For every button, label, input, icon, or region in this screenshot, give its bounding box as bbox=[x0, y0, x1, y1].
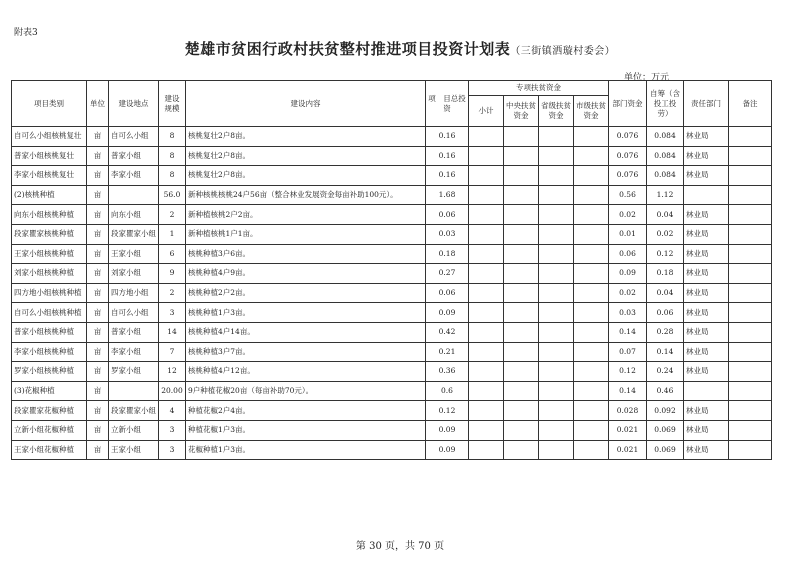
cell-dept: 0.02 bbox=[609, 205, 647, 225]
cell-unit: 亩 bbox=[87, 264, 109, 284]
cell-location: 李家小组 bbox=[109, 342, 159, 362]
cell-dept: 0.021 bbox=[609, 420, 647, 440]
cell-scale: 7 bbox=[159, 342, 186, 362]
cell-self: 0.069 bbox=[647, 440, 684, 460]
cell-category: 段家瞿家核桃种植 bbox=[12, 224, 87, 244]
cell-municipal bbox=[574, 420, 609, 440]
cell-location: 向东小组 bbox=[109, 205, 159, 225]
cell-central bbox=[504, 303, 539, 323]
cell-scale: 2 bbox=[159, 283, 186, 303]
cell-content: 种植花椒2户4亩。 bbox=[186, 401, 426, 421]
cell-self: 0.18 bbox=[647, 264, 684, 284]
header-provincial: 省级扶贫资金 bbox=[539, 96, 574, 127]
cell-central bbox=[504, 264, 539, 284]
table-row bbox=[12, 127, 772, 147]
cell-provincial bbox=[539, 362, 574, 382]
cell-dept: 0.03 bbox=[609, 303, 647, 323]
header-category: 项目类别 bbox=[12, 81, 87, 127]
cell-scale: 4 bbox=[159, 401, 186, 421]
cell-municipal bbox=[574, 283, 609, 303]
annex-label: 附表3 bbox=[14, 28, 38, 38]
cell-unit: 亩 bbox=[87, 166, 109, 186]
cell-remark bbox=[729, 303, 772, 323]
cell-location: 罗家小组 bbox=[109, 362, 159, 382]
cell-total: 0.06 bbox=[426, 205, 469, 225]
cell-self: 0.46 bbox=[647, 381, 684, 401]
table-row bbox=[12, 440, 772, 460]
cell-municipal bbox=[574, 244, 609, 264]
cell-municipal bbox=[574, 342, 609, 362]
cell-dept: 0.07 bbox=[609, 342, 647, 362]
cell-total: 0.06 bbox=[426, 283, 469, 303]
investment-plan-table bbox=[11, 80, 772, 460]
cell-content: 9户种植花椒20亩（每亩补助70元）。 bbox=[186, 381, 426, 401]
cell-municipal bbox=[574, 322, 609, 342]
cell-content: 新种植核桃1户1亩。 bbox=[186, 224, 426, 244]
cell-unit: 亩 bbox=[87, 244, 109, 264]
cell-scale: 9 bbox=[159, 264, 186, 284]
cell-unit: 亩 bbox=[87, 440, 109, 460]
cell-location: 立新小组 bbox=[109, 420, 159, 440]
cell-resp: 林业局 bbox=[684, 146, 729, 166]
cell-category: 向东小组核桃种植 bbox=[12, 205, 87, 225]
table-row bbox=[12, 420, 772, 440]
cell-municipal bbox=[574, 264, 609, 284]
cell-dept: 0.09 bbox=[609, 264, 647, 284]
cell-dept: 0.14 bbox=[609, 381, 647, 401]
page-title bbox=[0, 38, 800, 59]
page-footer: 第 30 页，共 70 页 bbox=[355, 541, 445, 552]
cell-central bbox=[504, 342, 539, 362]
cell-category: 李家小组核桃种植 bbox=[12, 342, 87, 362]
cell-dept: 0.12 bbox=[609, 362, 647, 382]
cell-self: 0.092 bbox=[647, 401, 684, 421]
cell-self: 0.04 bbox=[647, 205, 684, 225]
cell-resp: 林业局 bbox=[684, 362, 729, 382]
cell-provincial bbox=[539, 322, 574, 342]
table-row bbox=[12, 322, 772, 342]
cell-subtotal bbox=[469, 322, 504, 342]
cell-municipal bbox=[574, 205, 609, 225]
cell-unit: 亩 bbox=[87, 362, 109, 382]
cell-provincial bbox=[539, 303, 574, 323]
cell-subtotal bbox=[469, 381, 504, 401]
cell-dept: 0.02 bbox=[609, 283, 647, 303]
cell-content: 新种核桃核桃24户56亩（整合林业发展资金每亩补助100元）。 bbox=[186, 185, 426, 205]
cell-resp: 林业局 bbox=[684, 401, 729, 421]
cell-provincial bbox=[539, 244, 574, 264]
cell-unit: 亩 bbox=[87, 381, 109, 401]
cell-total: 0.12 bbox=[426, 401, 469, 421]
cell-subtotal bbox=[469, 205, 504, 225]
cell-scale: 56.0 bbox=[159, 185, 186, 205]
cell-municipal bbox=[574, 185, 609, 205]
cell-total: 0.27 bbox=[426, 264, 469, 284]
header-remark: 备注 bbox=[729, 81, 772, 127]
cell-remark bbox=[729, 401, 772, 421]
cell-scale: 3 bbox=[159, 303, 186, 323]
cell-remark bbox=[729, 440, 772, 460]
header-municipal: 市级扶贫资金 bbox=[574, 96, 609, 127]
header-scale: 建设规模 bbox=[159, 81, 186, 127]
cell-subtotal bbox=[469, 166, 504, 186]
cell-dept: 0.01 bbox=[609, 224, 647, 244]
cell-resp: 林业局 bbox=[684, 224, 729, 244]
table-row bbox=[12, 185, 772, 205]
cell-unit: 亩 bbox=[87, 342, 109, 362]
cell-resp: 林业局 bbox=[684, 322, 729, 342]
cell-self: 0.28 bbox=[647, 322, 684, 342]
cell-subtotal bbox=[469, 264, 504, 284]
cell-subtotal bbox=[469, 185, 504, 205]
title-text: 楚雄市贫困行政村扶贫整村推进项目投资计划表 bbox=[184, 40, 511, 58]
cell-provincial bbox=[539, 205, 574, 225]
cell-municipal bbox=[574, 303, 609, 323]
cell-resp: 林业局 bbox=[684, 303, 729, 323]
cell-category: 李家小组核桃复壮 bbox=[12, 166, 87, 186]
cell-central bbox=[504, 381, 539, 401]
cell-content: 核桃复壮2户8亩。 bbox=[186, 146, 426, 166]
cell-central bbox=[504, 224, 539, 244]
table-row bbox=[12, 381, 772, 401]
cell-dept: 0.021 bbox=[609, 440, 647, 460]
table-row bbox=[12, 146, 772, 166]
table-row bbox=[12, 303, 772, 323]
header-subtotal: 小计 bbox=[469, 96, 504, 127]
cell-resp bbox=[684, 185, 729, 205]
cell-remark bbox=[729, 205, 772, 225]
cell-self: 0.24 bbox=[647, 362, 684, 382]
cell-content: 核桃种植2户2亩。 bbox=[186, 283, 426, 303]
cell-location: 李家小组 bbox=[109, 166, 159, 186]
cell-remark bbox=[729, 322, 772, 342]
cell-location: 自可么小组 bbox=[109, 127, 159, 147]
cell-dept: 0.028 bbox=[609, 401, 647, 421]
cell-scale: 3 bbox=[159, 440, 186, 460]
cell-total: 0.18 bbox=[426, 244, 469, 264]
cell-self: 1.12 bbox=[647, 185, 684, 205]
cell-central bbox=[504, 127, 539, 147]
cell-scale: 3 bbox=[159, 420, 186, 440]
cell-content: 核桃种植4户9亩。 bbox=[186, 264, 426, 284]
cell-municipal bbox=[574, 362, 609, 382]
cell-category: 立新小组花椒种植 bbox=[12, 420, 87, 440]
cell-dept: 0.076 bbox=[609, 166, 647, 186]
cell-resp: 林业局 bbox=[684, 420, 729, 440]
cell-subtotal bbox=[469, 342, 504, 362]
header-central: 中央扶贫资金 bbox=[504, 96, 539, 127]
cell-remark bbox=[729, 420, 772, 440]
cell-location: 王家小组 bbox=[109, 440, 159, 460]
cell-resp: 林业局 bbox=[684, 205, 729, 225]
cell-self: 0.084 bbox=[647, 166, 684, 186]
cell-remark bbox=[729, 146, 772, 166]
header-dept: 部门资金 bbox=[609, 81, 647, 127]
cell-remark bbox=[729, 244, 772, 264]
cell-total: 0.09 bbox=[426, 440, 469, 460]
cell-remark bbox=[729, 381, 772, 401]
cell-location: 普家小组 bbox=[109, 146, 159, 166]
cell-provincial bbox=[539, 166, 574, 186]
cell-municipal bbox=[574, 146, 609, 166]
cell-provincial bbox=[539, 127, 574, 147]
cell-provincial bbox=[539, 342, 574, 362]
cell-unit: 亩 bbox=[87, 303, 109, 323]
cell-self: 0.04 bbox=[647, 283, 684, 303]
cell-location: 段家瞿家小组 bbox=[109, 401, 159, 421]
cell-total: 0.42 bbox=[426, 322, 469, 342]
cell-content: 种植花椒1户3亩。 bbox=[186, 420, 426, 440]
cell-total: 0.03 bbox=[426, 224, 469, 244]
cell-location: 普家小组 bbox=[109, 322, 159, 342]
header-resp: 责任部门 bbox=[684, 81, 729, 127]
cell-category: 段家瞿家花椒种植 bbox=[12, 401, 87, 421]
cell-self: 0.14 bbox=[647, 342, 684, 362]
header-self: 自筹（含投工投劳） bbox=[647, 81, 684, 127]
cell-remark bbox=[729, 224, 772, 244]
cell-total: 0.16 bbox=[426, 146, 469, 166]
cell-self: 0.02 bbox=[647, 224, 684, 244]
table-row bbox=[12, 166, 772, 186]
cell-central bbox=[504, 283, 539, 303]
cell-category: (3)花椒种植 bbox=[12, 381, 87, 401]
cell-scale: 8 bbox=[159, 146, 186, 166]
cell-resp: 林业局 bbox=[684, 127, 729, 147]
cell-resp: 林业局 bbox=[684, 342, 729, 362]
cell-scale: 20.00 bbox=[159, 381, 186, 401]
cell-central bbox=[504, 205, 539, 225]
cell-resp bbox=[684, 381, 729, 401]
cell-central bbox=[504, 440, 539, 460]
cell-central bbox=[504, 420, 539, 440]
cell-self: 0.084 bbox=[647, 127, 684, 147]
cell-provincial bbox=[539, 146, 574, 166]
cell-provincial bbox=[539, 381, 574, 401]
cell-central bbox=[504, 146, 539, 166]
cell-category: 刘家小组核桃种植 bbox=[12, 264, 87, 284]
table-row bbox=[12, 401, 772, 421]
cell-resp: 林业局 bbox=[684, 166, 729, 186]
cell-self: 0.084 bbox=[647, 146, 684, 166]
header-content: 建设内容 bbox=[186, 81, 426, 127]
cell-subtotal bbox=[469, 440, 504, 460]
cell-unit: 亩 bbox=[87, 283, 109, 303]
cell-category: 四方地小组核桃种植 bbox=[12, 283, 87, 303]
header-special-fund: 专项扶贫资金 bbox=[469, 81, 609, 96]
cell-category: 自可么小组核桃复壮 bbox=[12, 127, 87, 147]
cell-provincial bbox=[539, 185, 574, 205]
cell-content: 核桃种植3户6亩。 bbox=[186, 244, 426, 264]
cell-category: (2)核桃种植 bbox=[12, 185, 87, 205]
cell-content: 核桃种植3户7亩。 bbox=[186, 342, 426, 362]
header-unit: 单位 bbox=[87, 81, 109, 127]
cell-central bbox=[504, 244, 539, 264]
unit-label: 单位：万元 bbox=[624, 73, 670, 83]
table-row bbox=[12, 205, 772, 225]
cell-unit: 亩 bbox=[87, 224, 109, 244]
cell-unit: 亩 bbox=[87, 401, 109, 421]
cell-provincial bbox=[539, 401, 574, 421]
cell-self: 0.069 bbox=[647, 420, 684, 440]
cell-scale: 8 bbox=[159, 166, 186, 186]
cell-category: 王家小组核桃种植 bbox=[12, 244, 87, 264]
cell-total: 0.09 bbox=[426, 420, 469, 440]
cell-location bbox=[109, 381, 159, 401]
cell-subtotal bbox=[469, 283, 504, 303]
cell-total: 1.68 bbox=[426, 185, 469, 205]
cell-central bbox=[504, 322, 539, 342]
cell-municipal bbox=[574, 401, 609, 421]
cell-municipal bbox=[574, 127, 609, 147]
cell-central bbox=[504, 362, 539, 382]
cell-content: 新种植核桃2户2亩。 bbox=[186, 205, 426, 225]
cell-unit: 亩 bbox=[87, 205, 109, 225]
header-row-1 bbox=[12, 81, 772, 96]
cell-scale: 6 bbox=[159, 244, 186, 264]
cell-resp: 林业局 bbox=[684, 244, 729, 264]
cell-dept: 0.06 bbox=[609, 244, 647, 264]
cell-unit: 亩 bbox=[87, 146, 109, 166]
cell-remark bbox=[729, 264, 772, 284]
cell-location bbox=[109, 185, 159, 205]
cell-content: 核桃种植4户12亩。 bbox=[186, 362, 426, 382]
cell-resp: 林业局 bbox=[684, 440, 729, 460]
header-total: 项 目总投资 bbox=[426, 81, 469, 127]
cell-resp: 林业局 bbox=[684, 283, 729, 303]
cell-subtotal bbox=[469, 244, 504, 264]
table-row bbox=[12, 362, 772, 382]
cell-total: 0.09 bbox=[426, 303, 469, 323]
cell-remark bbox=[729, 185, 772, 205]
cell-location: 王家小组 bbox=[109, 244, 159, 264]
cell-dept: 0.076 bbox=[609, 127, 647, 147]
cell-subtotal bbox=[469, 127, 504, 147]
table-body bbox=[12, 127, 772, 460]
cell-category: 罗家小组核桃种植 bbox=[12, 362, 87, 382]
cell-central bbox=[504, 185, 539, 205]
cell-location: 段家瞿家小组 bbox=[109, 224, 159, 244]
cell-remark bbox=[729, 362, 772, 382]
cell-remark bbox=[729, 342, 772, 362]
cell-remark bbox=[729, 283, 772, 303]
cell-subtotal bbox=[469, 362, 504, 382]
cell-scale: 12 bbox=[159, 362, 186, 382]
cell-central bbox=[504, 401, 539, 421]
table-row bbox=[12, 342, 772, 362]
cell-total: 0.16 bbox=[426, 127, 469, 147]
cell-scale: 14 bbox=[159, 322, 186, 342]
cell-municipal bbox=[574, 381, 609, 401]
cell-content: 核桃种植4户14亩。 bbox=[186, 322, 426, 342]
table-row bbox=[12, 224, 772, 244]
cell-content: 核桃种植1户3亩。 bbox=[186, 303, 426, 323]
cell-content: 核桃复壮2户8亩。 bbox=[186, 127, 426, 147]
cell-category: 自可么小组核桃种植 bbox=[12, 303, 87, 323]
cell-total: 0.21 bbox=[426, 342, 469, 362]
cell-dept: 0.076 bbox=[609, 146, 647, 166]
cell-self: 0.12 bbox=[647, 244, 684, 264]
cell-total: 0.36 bbox=[426, 362, 469, 382]
cell-content: 花椒种植1户3亩。 bbox=[186, 440, 426, 460]
cell-subtotal bbox=[469, 146, 504, 166]
cell-provincial bbox=[539, 283, 574, 303]
cell-provincial bbox=[539, 264, 574, 284]
cell-category: 王家小组花椒种植 bbox=[12, 440, 87, 460]
cell-municipal bbox=[574, 440, 609, 460]
table-row bbox=[12, 264, 772, 284]
cell-municipal bbox=[574, 166, 609, 186]
cell-subtotal bbox=[469, 303, 504, 323]
cell-subtotal bbox=[469, 224, 504, 244]
cell-unit: 亩 bbox=[87, 420, 109, 440]
cell-scale: 2 bbox=[159, 205, 186, 225]
cell-unit: 亩 bbox=[87, 127, 109, 147]
cell-remark bbox=[729, 127, 772, 147]
header-location: 建设地点 bbox=[109, 81, 159, 127]
cell-provincial bbox=[539, 420, 574, 440]
cell-location: 刘家小组 bbox=[109, 264, 159, 284]
cell-subtotal bbox=[469, 401, 504, 421]
cell-subtotal bbox=[469, 420, 504, 440]
cell-central bbox=[504, 166, 539, 186]
cell-total: 0.16 bbox=[426, 166, 469, 186]
cell-category: 普家小组核桃种植 bbox=[12, 322, 87, 342]
cell-resp: 林业局 bbox=[684, 264, 729, 284]
subtitle: （三街镇洒璇村委会） bbox=[510, 46, 616, 57]
cell-self: 0.06 bbox=[647, 303, 684, 323]
table-row bbox=[12, 283, 772, 303]
cell-category: 普家小组核桃复壮 bbox=[12, 146, 87, 166]
cell-content: 核桃复壮2户8亩。 bbox=[186, 166, 426, 186]
cell-provincial bbox=[539, 224, 574, 244]
cell-total: 0.6 bbox=[426, 381, 469, 401]
cell-scale: 8 bbox=[159, 127, 186, 147]
cell-remark bbox=[729, 166, 772, 186]
cell-provincial bbox=[539, 440, 574, 460]
cell-dept: 0.14 bbox=[609, 322, 647, 342]
cell-unit: 亩 bbox=[87, 185, 109, 205]
cell-scale: 1 bbox=[159, 224, 186, 244]
table-row bbox=[12, 244, 772, 264]
cell-municipal bbox=[574, 224, 609, 244]
cell-dept: 0.56 bbox=[609, 185, 647, 205]
cell-unit: 亩 bbox=[87, 322, 109, 342]
cell-location: 自可么小组 bbox=[109, 303, 159, 323]
cell-location: 四方地小组 bbox=[109, 283, 159, 303]
